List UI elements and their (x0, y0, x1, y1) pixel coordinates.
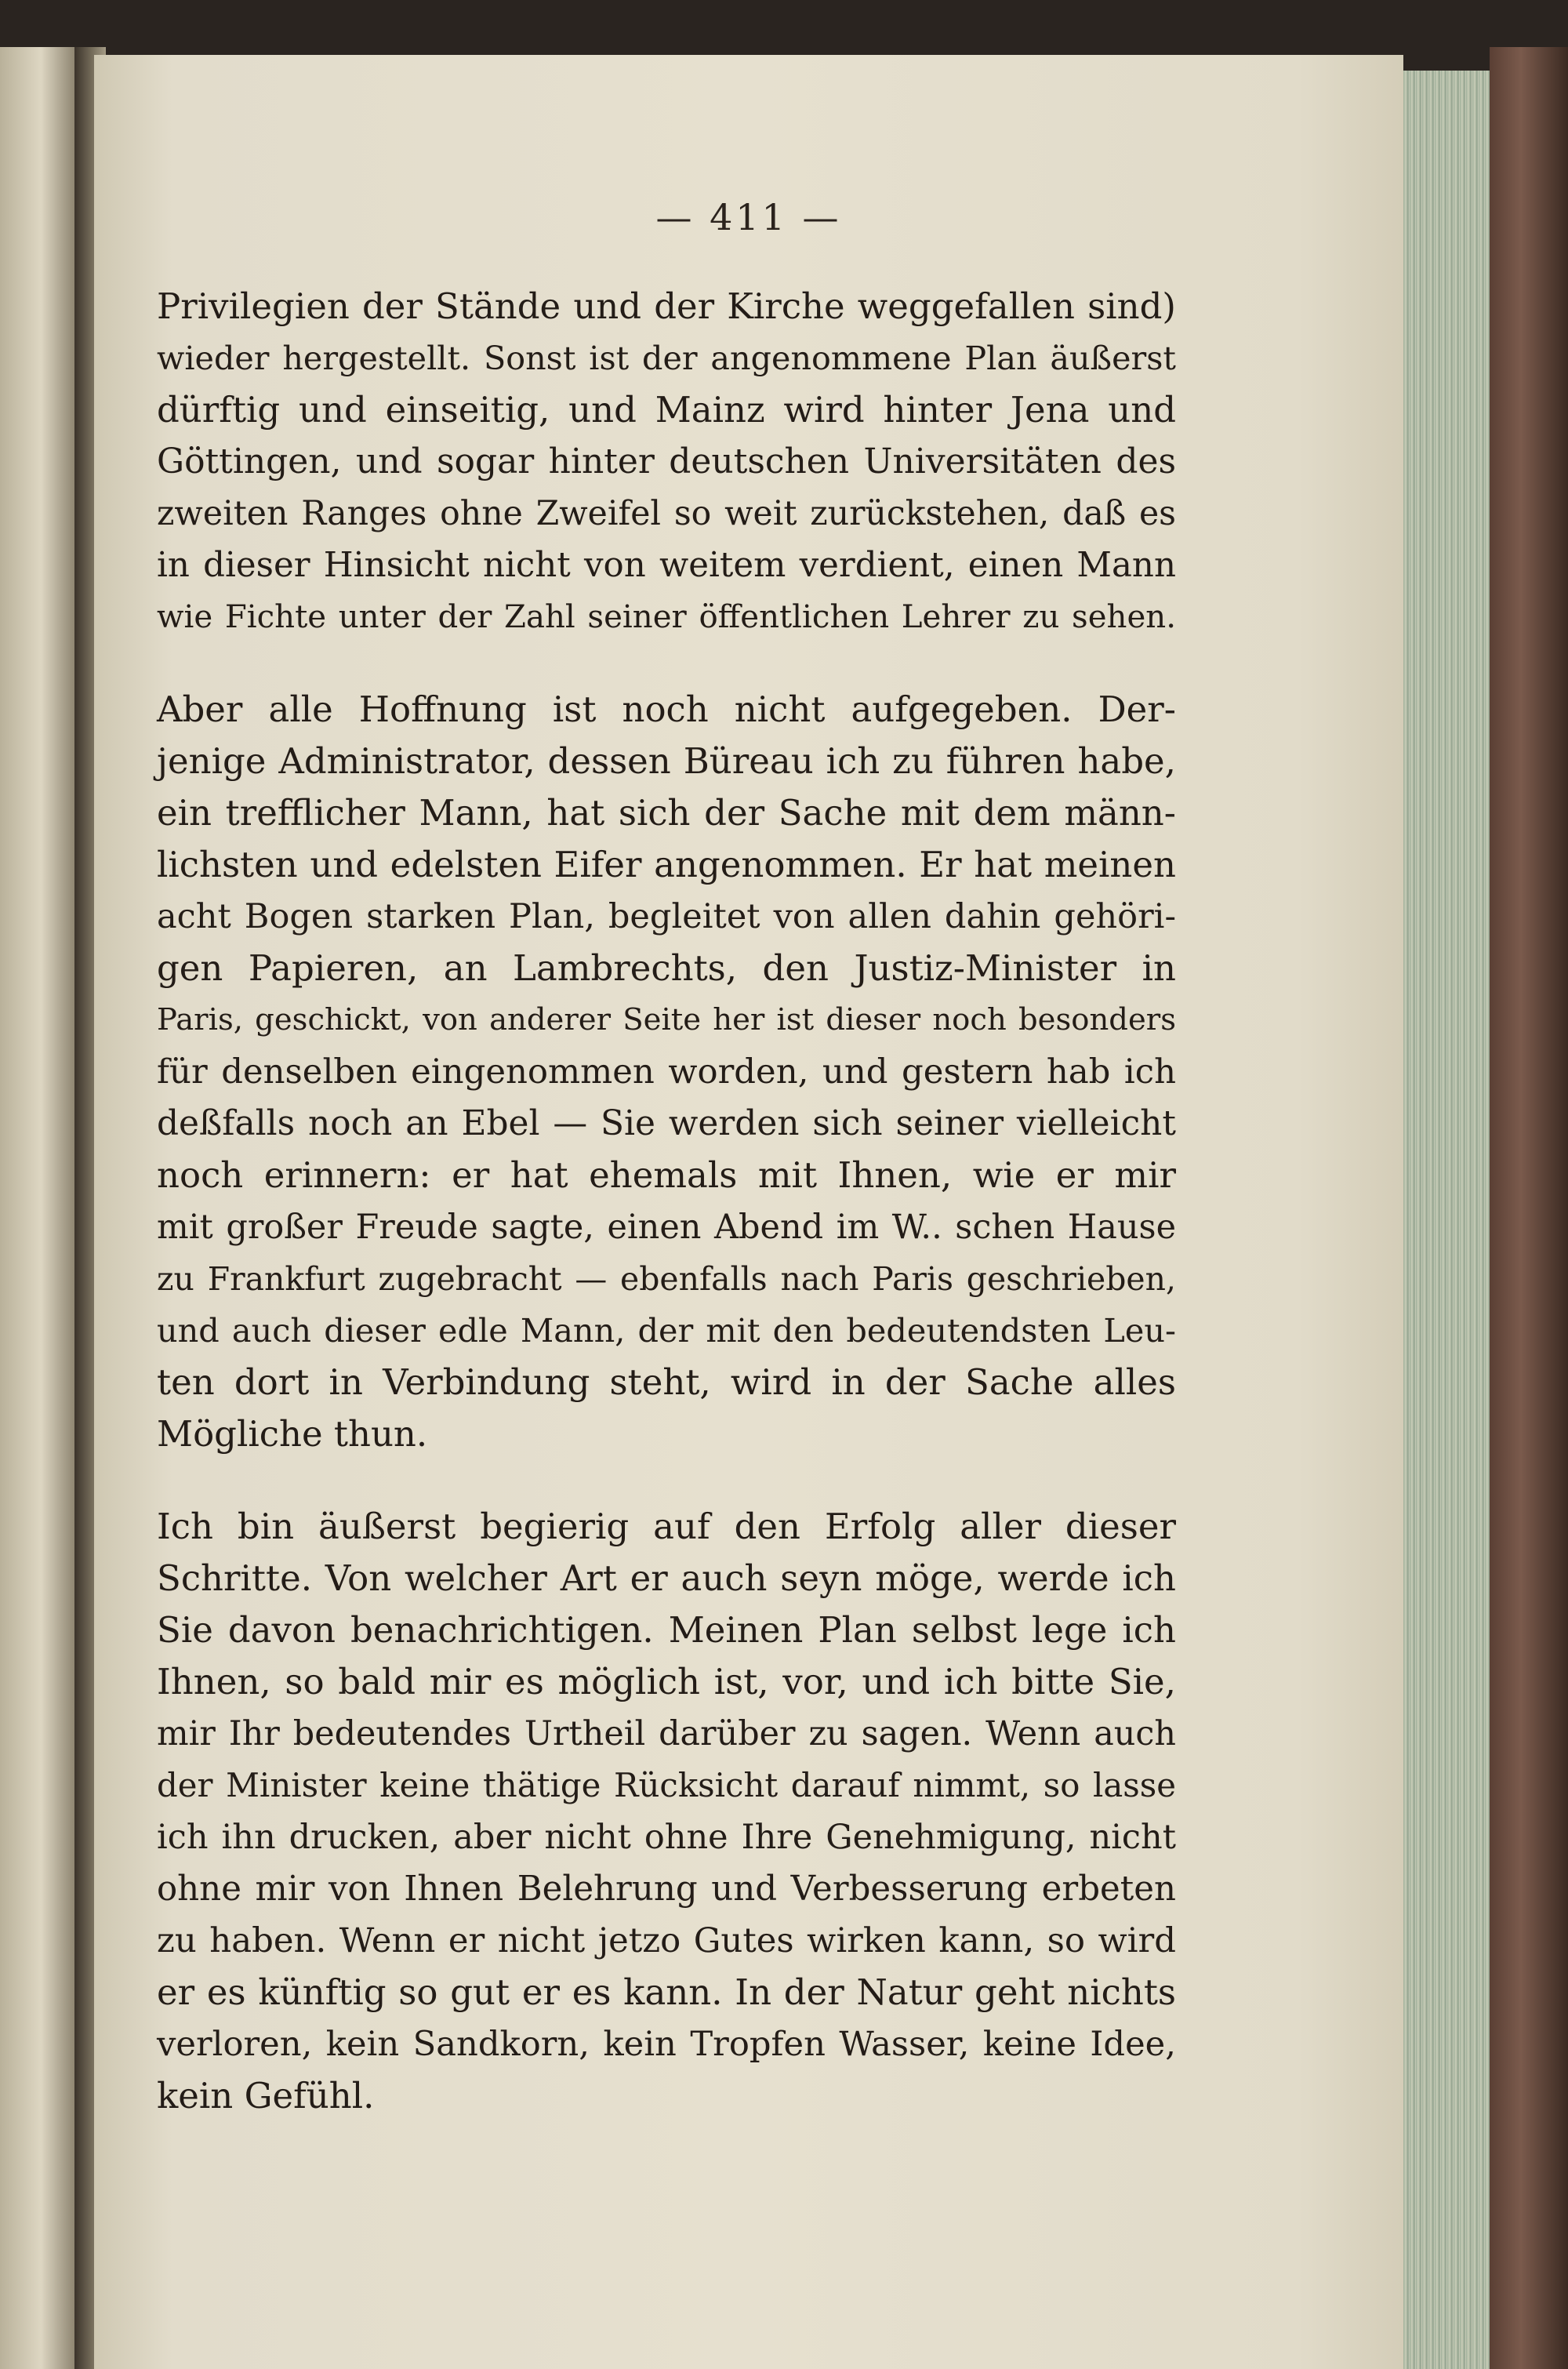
text-line: zweiten Ranges ohne Zweifel so weit zurückstehen, daß es (157, 494, 1176, 533)
text-line: zu Frankfurt zugebracht — ebenfalls nach Paris geschrieben, (157, 1260, 1176, 1298)
text-line: Sie davon benachrichtigen. Meinen Plan selbst lege ich (157, 1609, 1176, 1651)
paragraph-3 (157, 1501, 1176, 2122)
text-line: ich ihn drucken, aber nicht ohne Ihre Genehmigung, nicht (157, 1818, 1176, 1857)
text-line: für denselben eingenommen worden, und gestern hab ich (157, 1052, 1176, 1092)
text-line: der Minister keine thätige Rücksicht darauf nimmt, so lasse (157, 1766, 1176, 1804)
text-line: Mögliche thun. (157, 1413, 428, 1455)
text-line: gen Papieren, an Lambrechts, den Justiz-Minister in (157, 947, 1176, 989)
page-block-edge (1403, 71, 1490, 2369)
text-line: Ihnen, so bald mir es möglich ist, vor, und ich bitte Sie, (157, 1661, 1176, 1702)
text-line: Ich bin äußerst begierig auf den Erfolg aller dieser (157, 1506, 1176, 1547)
text-line: ten dort in Verbindung steht, wird in der Sache alles (157, 1361, 1176, 1403)
text-line: acht Bogen starken Plan, begleitet von allen dahin gehöri- (157, 897, 1176, 936)
paragraph-2 (157, 684, 1176, 1460)
text-line: verloren, kein Sandkorn, kein Tropfen Wasser, keine Idee, (157, 2025, 1176, 2064)
text-line: zu haben. Wenn er nicht jetzo Gutes wirken kann, so wird (157, 1921, 1176, 1960)
text-line: wieder hergestellt. Sonst ist der angenommene Plan äußerst (157, 340, 1176, 377)
text-line: Privilegien der Stände und der Kirche weggefallen sind) (157, 285, 1176, 327)
page-number-header: — 411 — (655, 196, 842, 238)
text-line: lichsten und edelsten Eifer angenommen. Er hat meinen (157, 844, 1176, 885)
left-page-edge (0, 47, 74, 2369)
text-line: kein Gefühl. (157, 2075, 375, 2116)
text-line: Schritte. Von welcher Art er auch seyn möge, werde ich (157, 1557, 1176, 1599)
paragraph-1 (157, 281, 1176, 643)
text-line: Göttingen, und sogar hinter deutschen Universitäten des (157, 441, 1176, 481)
text-line: er es künftig so gut er es kann. In der Natur geht nichts (157, 1971, 1176, 2013)
text-line: deßfalls noch an Ebel — Sie werden sich seiner vielleicht (157, 1103, 1176, 1143)
text-line: Paris, geschickt, von anderer Seite her ist dieser noch besonders (157, 1002, 1176, 1037)
text-line: ohne mir von Ihnen Belehrung und Verbesserung erbeten (157, 1869, 1176, 1909)
text-line: dürftig und einseitig, und Mainz wird hinter Jena und (157, 389, 1176, 431)
text-line: und auch dieser edle Mann, der mit den bedeutendsten Leu- (157, 1312, 1176, 1350)
text-line: mit großer Freude sagte, einen Abend im W.. schen Hause (157, 1208, 1176, 1247)
text-line: wie Fichte unter der Zahl seiner öffentlichen Lehrer zu sehen. (157, 599, 1176, 635)
body-text (157, 281, 1176, 2122)
text-line: mir Ihr bedeutendes Urtheil darüber zu sagen. Wenn auch (157, 1714, 1176, 1753)
text-line: ein trefflicher Mann, hat sich der Sache mit dem männ- (157, 792, 1176, 834)
text-line: noch erinnern: er hat ehemals mit Ihnen, wie er mir (157, 1154, 1176, 1196)
text-line: jenige Administrator, dessen Büreau ich zu führen habe, (157, 740, 1176, 782)
text-line: in dieser Hinsicht nicht von weitem verdient, einen Mann (157, 546, 1176, 585)
text-line: Aber alle Hoffnung ist noch nicht aufgegeben. Der- (157, 689, 1176, 730)
book-cover-edge (1490, 47, 1568, 2369)
